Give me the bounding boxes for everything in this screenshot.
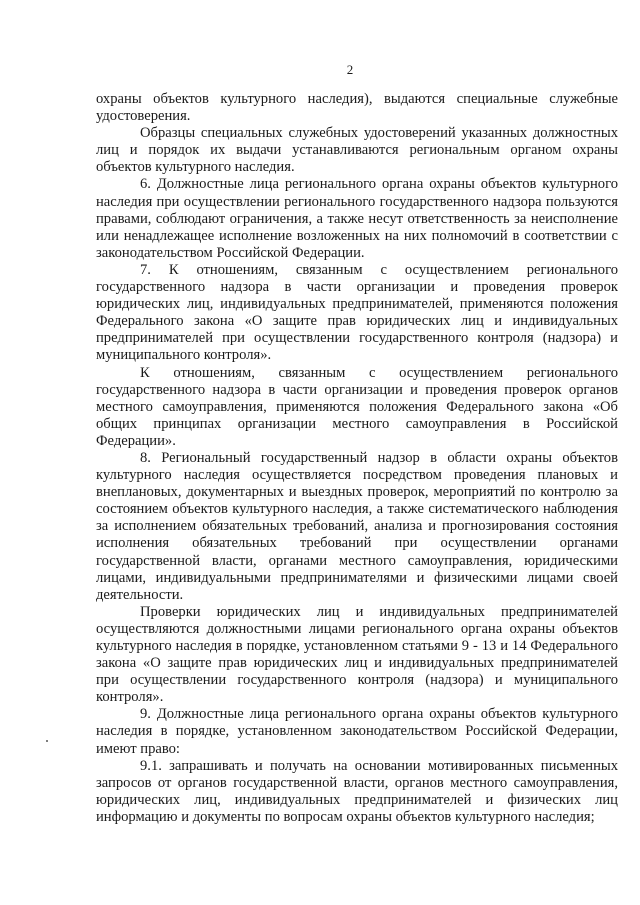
paragraph-item-6: 6. Должностные лица регионального органа охраны объектов культурного наследия при осуществлении регионального государственного надзора пользуются правами, соблюдают ограничения, а также несут ответственность за неисполнение или ненадлежащее исполнение возложенных на них полномочий в соответствии с законодательством Российской Федерации. (96, 176, 618, 261)
paragraph-item-7: 7. К отношениям, связанным с осуществлением регионального государственного надзора в части организации и проведения проверок юридических лиц, индивидуальных предпринимателей, применяются положения Федерального закона «О защите прав юридических лиц и индивидуальных предпринимателей при осуществлении государственного контроля (надзора) и муниципального контроля». (96, 261, 618, 364)
paragraph-certificate-samples: Образцы специальных служебных удостоверений указанных должностных лиц и порядок их выдачи устанавливаются региональным органом охраны объектов культурного наследия. (96, 125, 618, 176)
document-body (96, 91, 618, 826)
paragraph-inspections-procedure: Проверки юридических лиц и индивидуальных предпринимателей осуществляются должностными лицами регионального органа охраны объектов культурного наследия в порядке, установленном статьями 9 - 13 и 14 Федерального закона «О защите прав юридических лиц и индивидуальных предпринимателей при осуществлении государственного контроля (надзора) и муниципального контроля». (96, 603, 618, 706)
page-number: 2 (346, 62, 354, 77)
paragraph-local-government-inspections: К отношениям, связанным с осуществлением регионального государственного надзора в части организации и проведения проверок органов местного самоуправления, применяются положения Федерального закона «Об общих принципах организации местного самоуправления в Российской Федерации». (96, 364, 618, 449)
paragraph-continuation: охраны объектов культурного наследия), выдаются специальные служебные удостоверения. (96, 91, 618, 125)
paragraph-item-9-1: 9.1. запрашивать и получать на основании мотивированных письменных запросов от органов государственной власти, органов местного самоуправления, юридических лиц, индивидуальных предпринимателей и физических лиц информацию и документы по вопросам охраны объектов культурного наследия; (96, 757, 618, 825)
margin-speck (46, 740, 48, 742)
paragraph-item-9: 9. Должностные лица регионального органа охраны объектов культурного наследия в порядке, установленном законодательством Российской Федерации, имеют право: (96, 706, 618, 757)
paragraph-item-8: 8. Региональный государственный надзор в области охраны объектов культурного наследия осуществляется посредством проведения плановых и внеплановых, документарных и выездных проверок, мероприятий по контролю за состоянием объектов культурного наследия, а также систематического наблюдения за исполнением обязательных требований, анализа и прогнозирования состояния исполнения обязательных требований при осуществлении органами государственной власти, органами местного самоуправления, юридическими лицами, индивидуальными предпринимателями и физическими лицами своей деятельности. (96, 449, 618, 603)
